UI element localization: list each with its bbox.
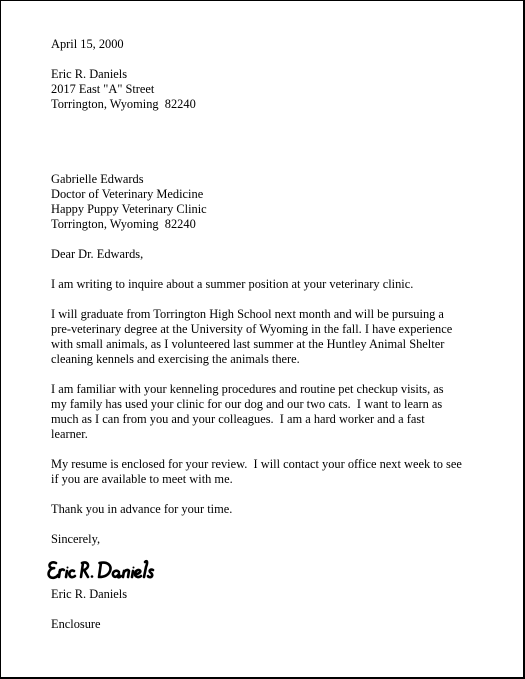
recipient-city-state-zip: Torrington, Wyoming 82240 (51, 217, 196, 231)
sender-city-state-zip: Torrington, Wyoming 82240 (51, 97, 196, 111)
sender-street: 2017 East "A" Street (51, 82, 155, 96)
paragraph-2 (51, 307, 491, 367)
sender-address (51, 67, 491, 112)
paragraph-4 (51, 457, 491, 487)
salutation (51, 247, 491, 262)
enclosure-line: Enclosure (51, 617, 101, 631)
paragraph-line: I am writing to inquire about a summer position at your veterinary clinic. (51, 277, 414, 291)
paragraph-line: My resume is enclosed for your review. I will contact your office next week to see (51, 457, 462, 471)
paragraph-line: much as I can from you and your colleagues. I am a hard worker and a fast (51, 412, 425, 426)
handwritten-signature (46, 553, 486, 587)
typed-signature-name (51, 587, 491, 602)
paragraph-line: Thank you in advance for your time. (51, 502, 233, 516)
paragraph-5 (51, 502, 491, 517)
closing-line: Sincerely, (51, 532, 101, 546)
paragraph-line: I am familiar with your kenneling procedures and routine pet checkup visits, as (51, 382, 444, 396)
paragraph-line: I will graduate from Torrington High School next month and will be pursuing a (51, 307, 444, 321)
enclosure-notation (51, 617, 491, 632)
letter-date (51, 37, 491, 52)
signature-drawing (46, 553, 166, 587)
recipient-title: Doctor of Veterinary Medicine (51, 187, 204, 201)
complimentary-closing (51, 532, 491, 547)
paragraph-line: pre-veterinary degree at the University of Wyoming in the fall. I have experience (51, 322, 453, 336)
letter-body (51, 37, 491, 632)
paragraph-3 (51, 382, 491, 442)
recipient-name: Gabrielle Edwards (51, 172, 144, 186)
paragraph-line: learner. (51, 427, 88, 441)
salutation-line: Dear Dr. Edwards, (51, 247, 144, 261)
date-line: April 15, 2000 (51, 37, 124, 51)
paragraph-line: my family has used your clinic for our dog and our two cats. I want to learn as (51, 397, 443, 411)
recipient-address (51, 172, 491, 232)
paragraph-line: if you are available to meet with me. (51, 472, 233, 486)
recipient-company: Happy Puppy Veterinary Clinic (51, 202, 207, 216)
sender-name: Eric R. Daniels (51, 67, 128, 81)
paragraph-line: with small animals, as I volunteered last summer at the Huntley Animal Shelter (51, 337, 445, 351)
typed-name-line: Eric R. Daniels (51, 587, 128, 601)
paragraph-1 (51, 277, 491, 292)
paragraph-line: cleaning kennels and exercising the animals there. (51, 352, 300, 366)
